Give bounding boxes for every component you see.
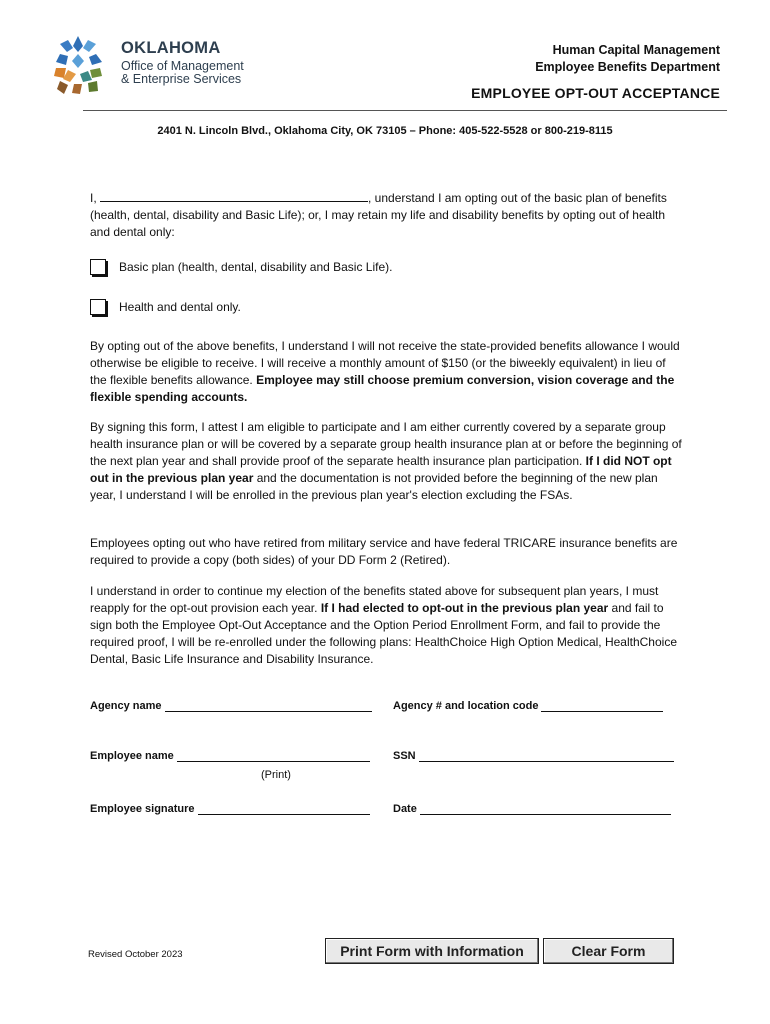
attestation-text-2: and the documentation is not provided before the beginning of the new plan year, I understand I will be enrolled in the previous plan year's election excluding the FSAs.	[90, 471, 658, 502]
department-heading	[535, 42, 720, 76]
attestation-bold-text: If I did NOT opt out in the previous plan year	[90, 454, 672, 485]
oklahoma-omes-logo-icon	[52, 34, 104, 96]
clear-form-button[interactable]: Clear Form	[543, 938, 674, 964]
tricare-paragraph	[90, 535, 684, 569]
reapply-paragraph	[90, 583, 684, 668]
agency-code-input[interactable]	[541, 700, 663, 712]
dept-line-2: Employee Benefits Department	[535, 60, 720, 74]
employee-name-label: Employee name	[90, 750, 174, 762]
date-field	[393, 803, 671, 815]
address-line: 2401 N. Lincoln Blvd., Oklahoma City, OK 73105 – Phone: 405-522-5528 or 800-219-8115	[157, 125, 613, 137]
date-label: Date	[393, 803, 417, 815]
agency-name-label: Agency name	[90, 700, 162, 712]
logo-subtitle-line2: & Enterprise Services	[121, 72, 242, 86]
intro-prefix: I,	[90, 191, 97, 205]
basic-plan-label: Basic plan (health, dental, disability and Basic Life).	[119, 260, 393, 274]
reapply-bold-text: If I had elected to opt-out in the previous plan year	[320, 601, 609, 615]
print-note: (Print)	[261, 769, 291, 781]
logo-title: OKLAHOMA	[121, 39, 221, 57]
agency-name-input[interactable]	[165, 700, 372, 712]
employee-signature-input[interactable]	[198, 803, 370, 815]
print-form-button[interactable]: Print Form with Information	[325, 938, 539, 964]
agency-code-label: Agency # and location code	[393, 700, 539, 712]
allowance-bold-text: Employee may still choose premium conversion, vision coverage and the flexible spending accounts.	[90, 373, 675, 404]
employee-name-field	[90, 750, 370, 762]
name-blank-field[interactable]	[100, 201, 368, 202]
agency-name-field	[90, 700, 372, 712]
tricare-text: Employees opting out who have retired from military service and have federal TRICARE insurance benefits are required to provide a copy (both sides) of your DD Form 2 (Retired).	[90, 536, 678, 567]
employee-signature-label: Employee signature	[90, 803, 195, 815]
reapply-text-2: and fail to sign both the Employee Opt-Out Acceptance and the Option Period Enrollment Form, and fail to provide the required proof, I will be re-enrolled under the following plans: HealthChoice High Option Medical, HealthChoice Dental, Basic Life Insurance and Disability Insurance.	[90, 601, 677, 666]
intro-paragraph	[90, 190, 684, 241]
reapply-text: I understand in order to continue my election of the benefits stated above for subsequent plan years, I must reapply for the opt-out provision each year.	[90, 584, 659, 615]
health-dental-label: Health and dental only.	[119, 300, 241, 314]
attestation-text: By signing this form, I attest I am eligible to participate and I am either currently covered by a separate group health insurance plan or will be covered by a separate group health insurance plan at or before the beginning of the next plan year and shall provide proof of the separate health insurance plan participation.	[90, 420, 682, 468]
employee-signature-field	[90, 803, 370, 815]
intro-text: , understand I am opting out of the basic plan of benefits (health, dental, disability and Basic Life); or, I may retain my life and disability benefits by opting out of health and dental only:	[90, 191, 667, 239]
attestation-paragraph	[90, 419, 684, 504]
employee-name-input[interactable]	[177, 750, 370, 762]
header-divider	[83, 110, 727, 111]
allowance-paragraph	[90, 338, 684, 406]
logo-wordmark	[121, 40, 244, 86]
date-input[interactable]	[420, 803, 671, 815]
health-dental-checkbox[interactable]	[90, 299, 106, 315]
form-title: EMPLOYEE OPT-OUT ACCEPTANCE	[471, 85, 720, 101]
option-health-dental[interactable]	[90, 299, 696, 315]
option-basic-plan[interactable]	[90, 259, 696, 275]
allowance-text: By opting out of the above benefits, I understand I will not receive the state-provided benefits allowance I would otherwise be eligible to receive. I will receive a monthly amount of $150 (or the biweekly equivalent) in lieu of the flexible benefits allowance.	[90, 339, 680, 387]
ssn-field	[393, 750, 674, 762]
agency-code-field	[393, 700, 663, 712]
dept-line-1: Human Capital Management	[552, 43, 720, 57]
revised-date: Revised October 2023	[88, 949, 183, 960]
logo-subtitle-line1: Office of Management	[121, 58, 244, 73]
basic-plan-checkbox[interactable]	[90, 259, 106, 275]
ssn-input[interactable]	[419, 750, 674, 762]
ssn-label: SSN	[393, 750, 416, 762]
